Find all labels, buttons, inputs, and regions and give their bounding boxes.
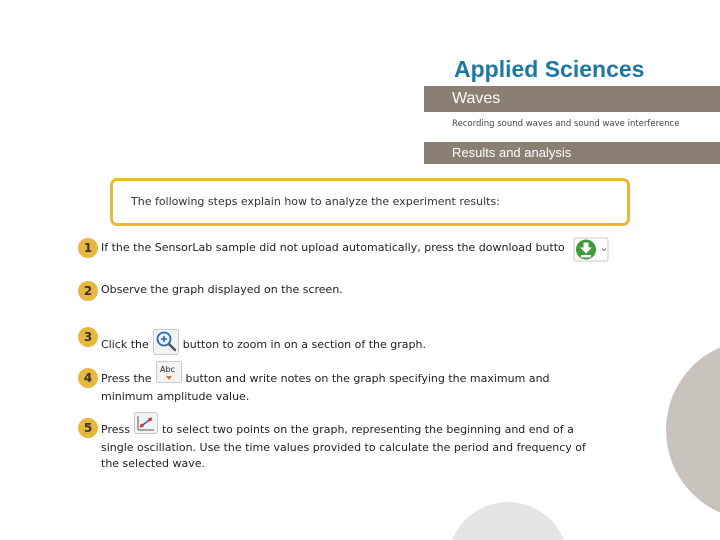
download-icon <box>573 237 613 262</box>
step-3-after: button to zoom in on a section of the graph. <box>182 337 426 351</box>
step-5-before: Press <box>101 422 130 436</box>
section-title: Results and analysis <box>452 145 572 160</box>
step-4-text <box>101 365 550 405</box>
step-4-before: Press the <box>101 371 152 385</box>
decorative-circle-right <box>666 340 720 520</box>
step-number-1: 1 <box>78 238 98 258</box>
step-5-line-2: single oscillation. Use the time values provided to calculate the period and frequency of <box>101 440 586 454</box>
zoom-in-icon <box>153 329 179 355</box>
step-5-line-1 <box>101 420 586 440</box>
step-number-2: 2 <box>78 281 98 301</box>
step-4-after: button and write notes on the graph specifying the maximum and <box>185 371 550 385</box>
download-button[interactable] <box>573 237 613 262</box>
step-5-line-3: the selected wave. <box>101 457 205 470</box>
select-points-button[interactable] <box>134 412 158 440</box>
annotate-button[interactable] <box>156 361 182 389</box>
decorative-circle-bottom <box>448 502 568 540</box>
step-5-text <box>101 420 586 473</box>
step-4-line-2: minimum amplitude value. <box>101 389 250 403</box>
step-2-text: Observe the graph displayed on the screen. <box>101 283 343 296</box>
step-1-text: If the the SensorLab sample did not upload automatically, press the download butto <box>101 241 565 254</box>
intro-box <box>110 178 630 226</box>
topic-subtitle: Recording sound waves and sound wave interference <box>452 119 680 129</box>
topic-title: Waves <box>452 90 501 107</box>
intro-text: The following steps explain how to analyze the experiment results: <box>131 195 500 208</box>
select-points-icon <box>134 412 158 434</box>
svg-text:Abc: Abc <box>159 365 175 374</box>
step-number-4: 4 <box>78 368 98 388</box>
brand-title: Applied Sciences <box>454 56 645 82</box>
step-5-after: to select two points on the graph, representing the beginning and end of a <box>161 422 574 436</box>
step-3-before: Click the <box>101 337 149 351</box>
step-3-text <box>101 329 426 361</box>
annotate-text-icon <box>156 361 182 383</box>
step-4-line-1 <box>101 365 550 389</box>
section-band <box>424 142 720 164</box>
step-number-5: 5 <box>78 418 98 438</box>
step-number-3: 3 <box>78 327 98 347</box>
topic-band <box>424 86 720 112</box>
zoom-button[interactable] <box>153 329 179 361</box>
